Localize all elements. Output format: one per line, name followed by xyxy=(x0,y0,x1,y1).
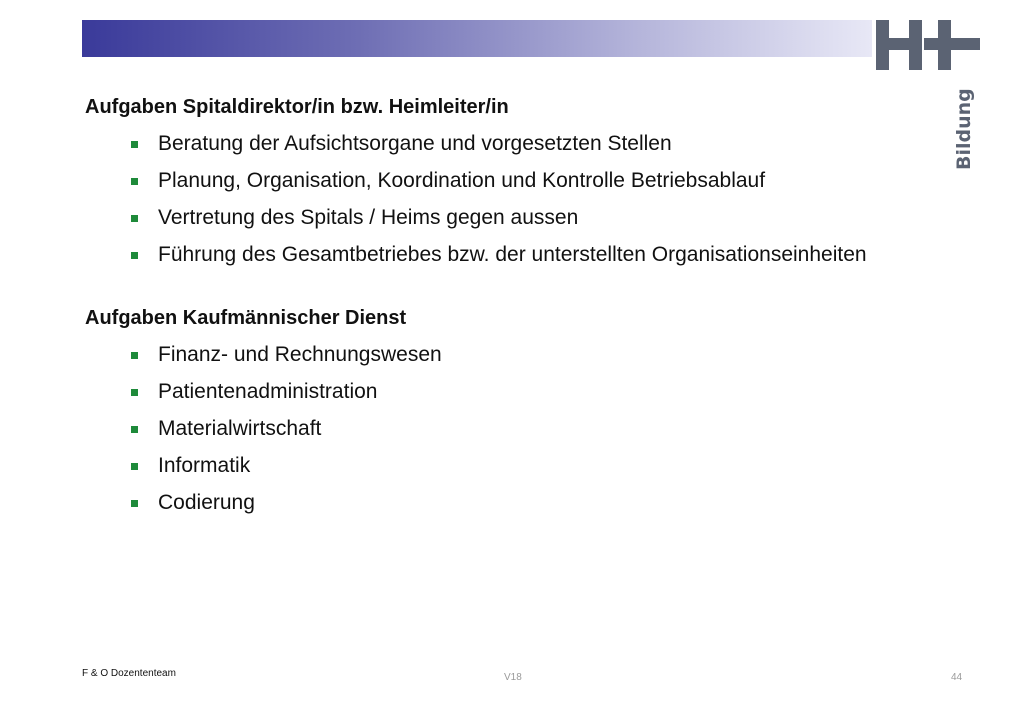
footer-version: V18 xyxy=(504,672,522,683)
footer-author: F & O Dozententeam xyxy=(82,668,176,679)
bullet-icon xyxy=(131,141,138,148)
section-title-director: Aufgaben Spitaldirektor/in bzw. Heimleiter/in xyxy=(85,96,509,118)
bullet-icon xyxy=(131,426,138,433)
list-item xyxy=(85,131,985,157)
section-title-commercial: Aufgaben Kaufmännischer Dienst xyxy=(85,307,407,329)
list-item-text: Führung des Gesamtbetriebes bzw. der unterstellten Organisationseinheiten xyxy=(158,243,867,266)
bullet-icon xyxy=(131,500,138,507)
page-number: 44 xyxy=(951,672,963,683)
list-item xyxy=(85,379,985,405)
bullet-list-director xyxy=(85,131,985,268)
list-item-text: Informatik xyxy=(158,454,251,477)
section-director xyxy=(85,94,985,268)
list-item xyxy=(85,490,985,516)
bullet-icon xyxy=(131,463,138,470)
list-item xyxy=(85,453,985,479)
list-item xyxy=(85,168,985,194)
slide-content xyxy=(85,94,985,527)
bullet-icon xyxy=(131,178,138,185)
header-gradient-bar xyxy=(82,20,872,57)
section-commercial xyxy=(85,305,985,516)
list-item-text: Finanz- und Rechnungswesen xyxy=(158,343,442,366)
list-item xyxy=(85,205,985,231)
list-item-text: Patientenadministration xyxy=(158,380,378,403)
hplus-logo-icon xyxy=(874,18,984,74)
bullet-icon xyxy=(131,352,138,359)
list-item xyxy=(85,416,985,442)
svg-text:Bildung: Bildung xyxy=(953,88,975,170)
list-item-text: Materialwirtschaft xyxy=(158,417,322,440)
list-item xyxy=(85,242,985,268)
list-item-text: Codierung xyxy=(158,491,255,514)
bullet-icon xyxy=(131,215,138,222)
list-item-text: Vertretung des Spitals / Heims gegen aussen xyxy=(158,206,579,229)
bullet-icon xyxy=(131,252,138,259)
bullet-icon xyxy=(131,389,138,396)
list-item-text: Beratung der Aufsichtsorgane und vorgesetzten Stellen xyxy=(158,132,672,155)
list-item-text: Planung, Organisation, Koordination und Kontrolle Betriebsablauf xyxy=(158,169,766,192)
bullet-list-commercial xyxy=(85,342,985,516)
list-item xyxy=(85,342,985,368)
